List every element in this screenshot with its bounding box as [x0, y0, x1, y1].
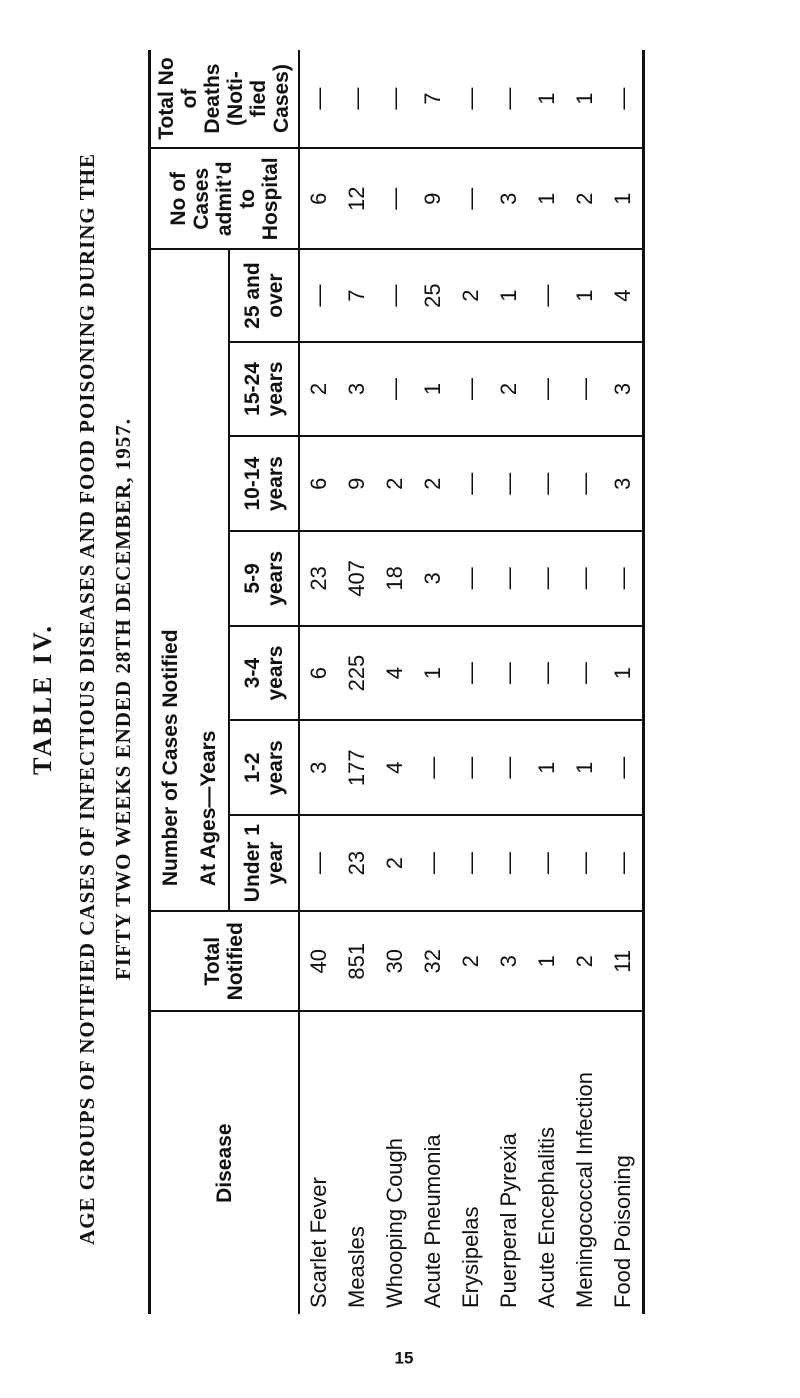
cell: — [528, 342, 566, 437]
cell: 3 [490, 148, 528, 249]
cell: — [528, 436, 566, 531]
cell: 7 [338, 249, 376, 341]
cell: 2 [566, 911, 604, 1011]
cell: 1 [414, 626, 452, 721]
cell: 851 [338, 911, 376, 1011]
cell: 1 [566, 50, 604, 148]
header-deaths: Total No of Deaths (Noti-fied Cases) [150, 50, 299, 148]
cell: — [490, 815, 528, 911]
cell: — [452, 148, 490, 249]
disease-name: Erysipelas [457, 1206, 483, 1308]
cell: 4 [376, 720, 414, 815]
cell: 2 [452, 249, 490, 341]
age-groups-table [148, 50, 645, 1314]
table-subtitle: FIFTY TWO WEEKS ENDED 28TH DECEMBER, 1957. [111, 417, 135, 981]
header-age-3-4: 3-4 years [229, 626, 298, 721]
cell: 1 [566, 720, 604, 815]
cell: — [566, 342, 604, 437]
disease-name: Acute Encephalitis [533, 1127, 559, 1308]
cell: 2 [376, 436, 414, 531]
table-title: AGE GROUPS OF NOTIFIED CASES OF INFECTIOUS DISEASES AND FOOD POISONING DURING THE [75, 153, 99, 1245]
cell: 2 [376, 815, 414, 911]
cell: 9 [338, 436, 376, 531]
cell: — [604, 815, 644, 911]
cell: 1 [528, 50, 566, 148]
cell: 2 [452, 911, 490, 1011]
cell: — [452, 342, 490, 437]
cell: — [566, 436, 604, 531]
header-total-notified: Total Notified [150, 911, 299, 1011]
cell: — [376, 342, 414, 437]
cell: — [604, 531, 644, 626]
cell: 30 [376, 911, 414, 1011]
header-number-of-cases: Number of Cases Notified [150, 249, 190, 911]
cell: 1 [414, 342, 452, 437]
cell: — [490, 626, 528, 721]
cell: — [490, 436, 528, 531]
table-row [566, 50, 604, 1314]
cell: 40 [299, 911, 338, 1011]
cell: — [566, 531, 604, 626]
disease-name: Scarlet Fever [305, 1177, 331, 1308]
table-label: TABLE IV. [28, 623, 57, 775]
header-age-5-9: 5-9 years [229, 531, 298, 626]
cell: — [452, 815, 490, 911]
disease-name: Whooping Cough [381, 1137, 407, 1308]
cell: 9 [414, 148, 452, 249]
cell: 1 [528, 911, 566, 1011]
cell: — [452, 531, 490, 626]
cell: — [490, 531, 528, 626]
cell: 1 [490, 249, 528, 341]
cell: — [338, 50, 376, 148]
disease-name: Food Poisoning [604, 1011, 644, 1314]
cell: 1 [528, 148, 566, 249]
cell: — [376, 249, 414, 341]
cell: — [490, 720, 528, 815]
header-age-10-14: 10-14 years [229, 436, 298, 531]
cell: 3 [490, 911, 528, 1011]
page-number: 15 [394, 1348, 414, 1368]
cell: 3 [414, 531, 452, 626]
cell: — [414, 815, 452, 911]
disease-name: Acute Pneumonia [419, 1134, 445, 1308]
cell: — [566, 626, 604, 721]
cell: 6 [299, 436, 338, 531]
cell: 2 [490, 342, 528, 437]
cell: — [299, 815, 338, 911]
cell: — [528, 626, 566, 721]
cell: 23 [299, 531, 338, 626]
cell: 1 [604, 148, 644, 249]
cell: 1 [528, 720, 566, 815]
cell: 2 [566, 148, 604, 249]
cell: — [490, 50, 528, 148]
cell: 2 [414, 436, 452, 531]
table-row [528, 50, 566, 1314]
cell: 2 [299, 342, 338, 437]
cell: 3 [338, 342, 376, 437]
header-age-under-1: Under 1 year [229, 815, 298, 911]
cell: 32 [414, 911, 452, 1011]
cell: — [299, 50, 338, 148]
header-age-1-2: 1-2 years [229, 720, 298, 815]
header-admitted-hospital: No of Cases admit’d to Hospital [150, 148, 299, 249]
cell: 18 [376, 531, 414, 626]
cell: — [452, 50, 490, 148]
cell: 407 [338, 531, 376, 626]
cell: — [604, 720, 644, 815]
disease-name: Puerperal Pyrexia [495, 1133, 521, 1308]
cell: 23 [338, 815, 376, 911]
cell: — [452, 720, 490, 815]
cell: — [566, 815, 604, 911]
cell: 177 [338, 720, 376, 815]
cell: — [376, 148, 414, 249]
cell: 3 [604, 342, 644, 437]
cell: — [452, 436, 490, 531]
cell: — [528, 531, 566, 626]
cell: 1 [566, 249, 604, 341]
disease-name: Meningococcal Infection [571, 1071, 597, 1308]
cell: — [414, 720, 452, 815]
cell: 7 [414, 50, 452, 148]
cell: 1 [604, 626, 644, 721]
header-age-15-24: 15-24 years [229, 342, 298, 437]
cell: 3 [299, 720, 338, 815]
table-row [490, 50, 528, 1314]
cell: 12 [338, 148, 376, 249]
cell: 6 [299, 626, 338, 721]
cell: 4 [376, 626, 414, 721]
cell: — [528, 815, 566, 911]
cell: — [452, 626, 490, 721]
table-row [604, 50, 644, 1314]
cell: — [299, 249, 338, 341]
header-at-ages: At Ages—Years [190, 249, 230, 911]
cell: 25 [414, 249, 452, 341]
cell: 4 [604, 249, 644, 341]
cell: — [528, 249, 566, 341]
cell: 11 [604, 911, 644, 1011]
table-row [338, 50, 376, 1314]
cell: 3 [604, 436, 644, 531]
header-disease: Disease [150, 1011, 299, 1314]
cell: — [376, 50, 414, 148]
cell: — [604, 50, 644, 148]
cell: 225 [338, 626, 376, 721]
table-row [414, 50, 452, 1314]
table-row [299, 50, 338, 1314]
table-row [452, 50, 490, 1314]
disease-name: Measles [343, 1226, 369, 1308]
table-row [376, 50, 414, 1314]
cell: 6 [299, 148, 338, 249]
header-age-25-over: 25 and over [229, 249, 298, 341]
